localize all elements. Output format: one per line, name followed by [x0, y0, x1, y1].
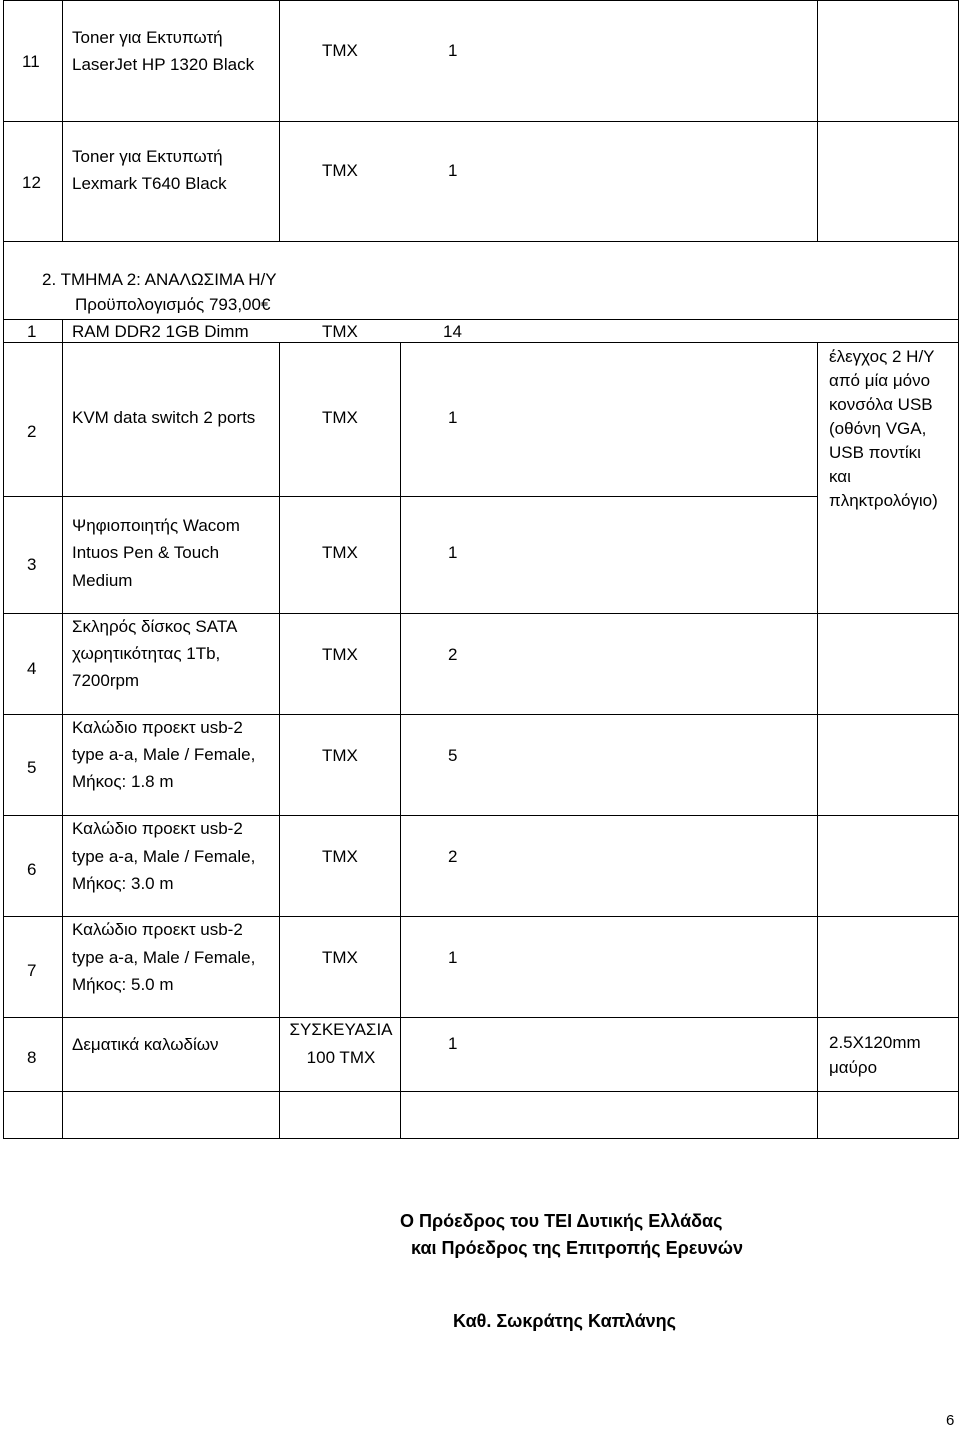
table-rule — [279, 342, 280, 1138]
signatory-name: Καθ. Σωκράτης Καπλάνης — [453, 1311, 677, 1331]
item-description: Intuos Pen & Touch — [72, 543, 220, 562]
table-rule — [62, 0, 63, 241]
item-description: Toner για Εκτυπωτή — [72, 28, 223, 47]
quantity: 5 — [448, 746, 458, 765]
kvm-note: από μία μόνο — [829, 371, 931, 390]
table-rule — [3, 496, 817, 497]
section-budget: Προϋπολογισμός 793,00€ — [75, 295, 271, 314]
quantity: 2 — [448, 847, 458, 866]
table-rule — [3, 0, 959, 1]
ties-note: μαύρο — [829, 1058, 878, 1077]
table-rule — [3, 121, 959, 122]
unit: ΤΜΧ — [322, 847, 358, 866]
table-rule — [3, 1091, 959, 1092]
item-description: type a-a, Male / Female, — [72, 847, 256, 866]
kvm-note: κονσόλα USB — [829, 395, 933, 414]
quantity: 1 — [448, 543, 458, 562]
section-title: 2. ΤΜΗΜΑ 2: ΑΝΑΛΩΣΙΜΑ Η/Υ — [42, 270, 277, 289]
kvm-note: πληκτρολόγιο) — [829, 491, 938, 510]
kvm-note: και — [829, 467, 851, 486]
item-description: Μήκος: 3.0 m — [72, 874, 174, 893]
item-description: type a-a, Male / Female, — [72, 948, 256, 967]
table-rule — [3, 1138, 959, 1139]
quantity: 1 — [448, 41, 458, 60]
quantity: 1 — [448, 408, 458, 427]
unit: ΤΜΧ — [322, 41, 358, 60]
kvm-note: (οθόνη VGA, — [829, 419, 927, 438]
table-rule — [817, 342, 818, 1138]
item-description: Μήκος: 1.8 m — [72, 772, 174, 791]
table-rule — [3, 241, 959, 242]
item-description: Μήκος: 5.0 m — [72, 975, 174, 994]
item-description: 7200rpm — [72, 671, 140, 690]
row-number: 2 — [27, 422, 37, 441]
kvm-note: έλεγχος 2 Η/Υ — [829, 347, 935, 366]
unit: ΤΜΧ — [322, 948, 358, 967]
item-description: Ψηφιοποιητής Wacom — [72, 516, 240, 535]
item-description: Καλώδιο προεκτ usb-2 — [72, 920, 243, 939]
unit: ΤΜΧ — [322, 543, 358, 562]
table-rule — [3, 1017, 959, 1018]
row-number: 6 — [27, 860, 37, 879]
row-number: 1 — [27, 322, 37, 341]
item-description: LaserJet HP 1320 Black — [72, 55, 255, 74]
table-rule — [817, 0, 818, 241]
unit: ΤΜΧ — [322, 645, 358, 664]
signatory-title: και Πρόεδρος της Επιτροπής Ερευνών — [411, 1238, 743, 1258]
row-number: 11 — [22, 52, 40, 71]
row-number: 8 — [27, 1048, 37, 1067]
item-description: KVM data switch 2 ports — [72, 408, 256, 427]
quantity: 1 — [448, 161, 458, 180]
page-number: 6 — [946, 1412, 955, 1429]
item-description: Καλώδιο προεκτ usb-2 — [72, 718, 243, 737]
unit: ΣΥΣΚΕΥΑΣΙΑ — [289, 1020, 393, 1039]
quantity: 1 — [448, 948, 458, 967]
item-description: Lexmark T640 Black — [72, 174, 227, 193]
signatory-title: Ο Πρόεδρος του ΤΕΙ Δυτικής Ελλάδας — [400, 1211, 723, 1231]
item-description: χωρητικότητας 1Tb, — [72, 644, 221, 663]
quantity: 14 — [443, 322, 462, 341]
unit: ΤΜΧ — [322, 322, 358, 341]
table-rule — [62, 319, 63, 1138]
unit: ΤΜΧ — [322, 161, 358, 180]
quantity: 1 — [448, 1034, 458, 1053]
unit: ΤΜΧ — [322, 746, 358, 765]
kvm-note: USB ποντίκι — [829, 443, 921, 462]
item-description: type a-a, Male / Female, — [72, 745, 256, 764]
item-description: Δεματικά καλωδίων — [72, 1035, 219, 1054]
table-rule — [3, 0, 4, 1138]
row-number: 7 — [27, 961, 37, 980]
row-number: 12 — [22, 173, 41, 192]
item-description: Καλώδιο προεκτ usb-2 — [72, 819, 243, 838]
table-rule — [400, 342, 401, 1138]
row-number: 4 — [27, 659, 37, 678]
item-description: Toner για Εκτυπωτή — [72, 147, 223, 166]
ties-note: 2.5X120mm — [829, 1033, 921, 1052]
row-number: 3 — [27, 555, 37, 574]
item-description: RAM DDR2 1GB Dimm — [72, 322, 249, 341]
unit: ΤΜΧ — [322, 408, 358, 427]
item-description: Medium — [72, 571, 133, 590]
row-number: 5 — [27, 758, 37, 777]
unit: 100 ΤΜΧ — [306, 1048, 376, 1067]
quantity: 2 — [448, 645, 458, 664]
table-rule — [279, 0, 280, 241]
item-description: Σκληρός δίσκος SATA — [72, 617, 238, 636]
table-rule — [958, 0, 959, 1138]
